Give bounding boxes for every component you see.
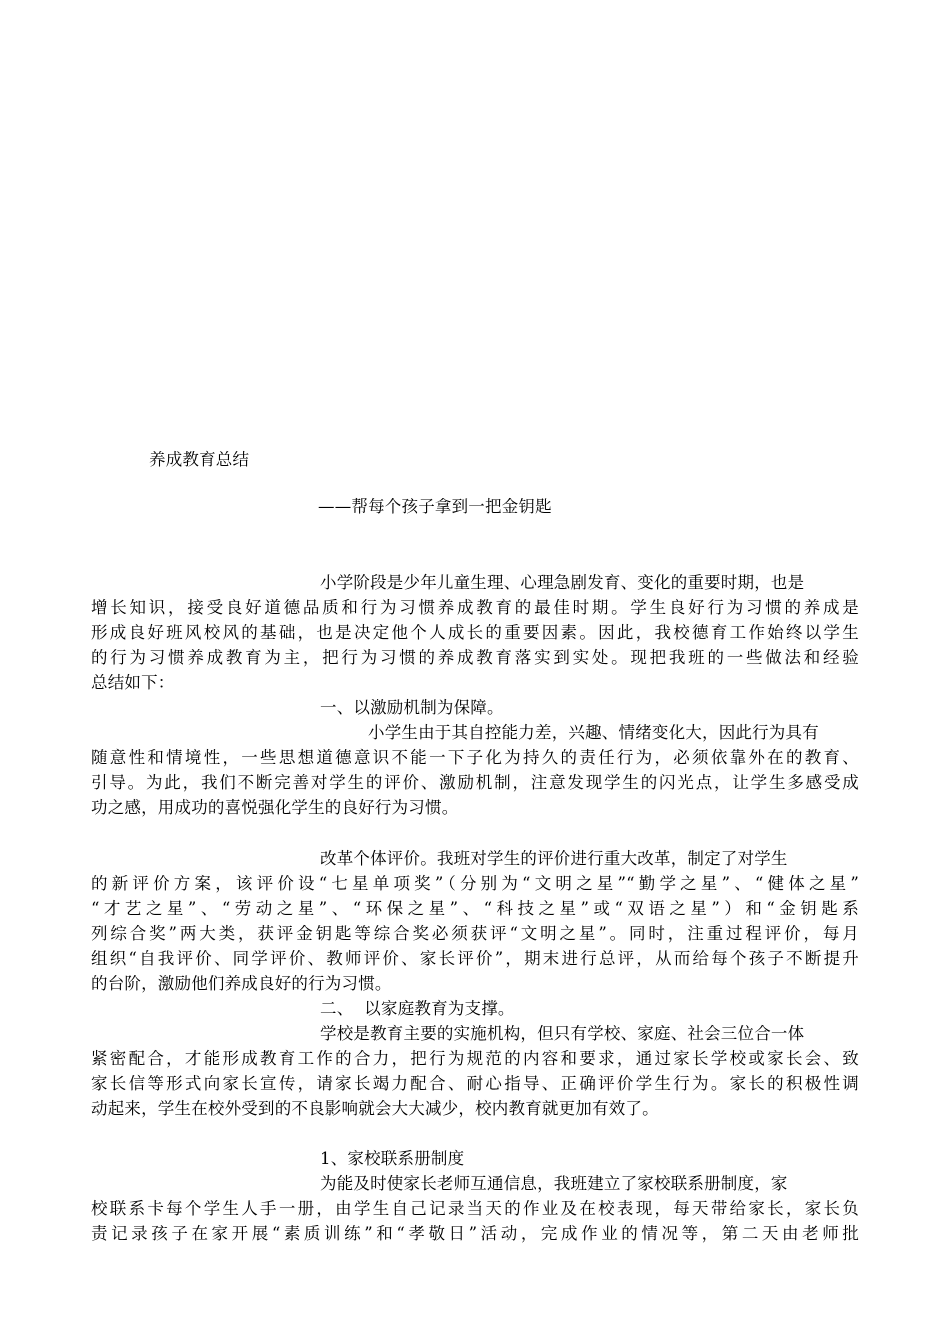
reform-line-6: 的台阶，激励他们养成良好的行为习惯。	[91, 974, 392, 993]
document-subtitle: ——帮每个孩子拿到一把金钥匙	[318, 497, 552, 516]
sub1-line-1: 为能及时使家长老师互通信息，我班建立了家校联系册制度，家	[320, 1174, 788, 1193]
intro-line-4: 的行为习惯养成教育为主，把行为习惯的养成教育落实到实处。现把我班的一些做法和经验	[91, 648, 859, 667]
document-title: 养成教育总结	[149, 450, 250, 469]
intro-line-1: 小学阶段是少年儿童生理、心理急剧发育、变化的重要时期，也是	[320, 573, 805, 592]
section2-line-2: 紧密配合，才能形成教育工作的合力，把行为规范的内容和要求，通过家长学校或家长会、致	[91, 1049, 859, 1068]
intro-line-2: 增长知识，接受良好道德品质和行为习惯养成教育的最佳时期。学生良好行为习惯的养成是	[91, 598, 859, 617]
section2-line-1: 学校是教育主要的实施机构，但只有学校、家庭、社会三位合一体	[320, 1024, 805, 1043]
sub1-line-2: 校联系卡每个学生人手一册，由学生自己记录当天的作业及在校表现，每天带给家长，家长负	[91, 1199, 859, 1218]
sub1-heading: 1、家校联系册制度	[320, 1149, 465, 1168]
reform-line-1: 改革个体评价。我班对学生的评价进行重大改革，制定了对学生	[320, 849, 788, 868]
section1-line-1: 小学生由于其自控能力差，兴趣、情绪变化大，因此行为具有	[368, 723, 819, 742]
intro-line-5: 总结如下：	[91, 673, 175, 692]
reform-line-3: “才艺之星”、“劳动之星”、“环保之星”、“科技之星”或“双语之星”）和“金钥匙系	[91, 899, 859, 918]
section1-line-2: 随意性和情境性，一些思想道德意识不能一下子化为持久的责任行为，必须依靠外在的教育、	[91, 748, 859, 767]
section2-line-3: 家长信等形式向家长宣传，请家长竭力配合、耐心指导、正确评价学生行为。家长的积极性调	[91, 1074, 859, 1093]
sub1-line-3: 责记录孩子在家开展“素质训练”和“孝敬日”活动，完成作业的情况等，第二天由老师批	[91, 1224, 859, 1243]
reform-line-2: 的新评价方案，该评价设“七星单项奖”（分别为“文明之星”“勤学之星”、“健体之星”	[91, 874, 859, 893]
section2-heading: 二、 以家庭教育为支撑。	[320, 999, 515, 1018]
intro-line-3: 形成良好班风校风的基础，也是决定他个人成长的重要因素。因此，我校德育工作始终以学生	[91, 623, 859, 642]
section1-heading: 一、以激励机制为保障。	[320, 698, 504, 717]
section1-line-4: 功之感，用成功的喜悦强化学生的良好行为习惯。	[91, 798, 459, 817]
section1-line-3: 引导。为此，我们不断完善对学生的评价、激励机制，注意发现学生的闪光点，让学生多感受成	[91, 773, 859, 792]
reform-line-5: 组织“自我评价、同学评价、教师评价、家长评价”，期末进行总评，从而给每个孩子不断提升	[91, 949, 859, 968]
section2-line-4: 动起来，学生在校外受到的不良影响就会大大减少，校内教育就更加有效了。	[91, 1099, 659, 1118]
reform-line-4: 列综合奖”两大类，获评金钥匙等综合奖必须获评“文明之星”。同时，注重过程评价，每月	[91, 924, 859, 943]
